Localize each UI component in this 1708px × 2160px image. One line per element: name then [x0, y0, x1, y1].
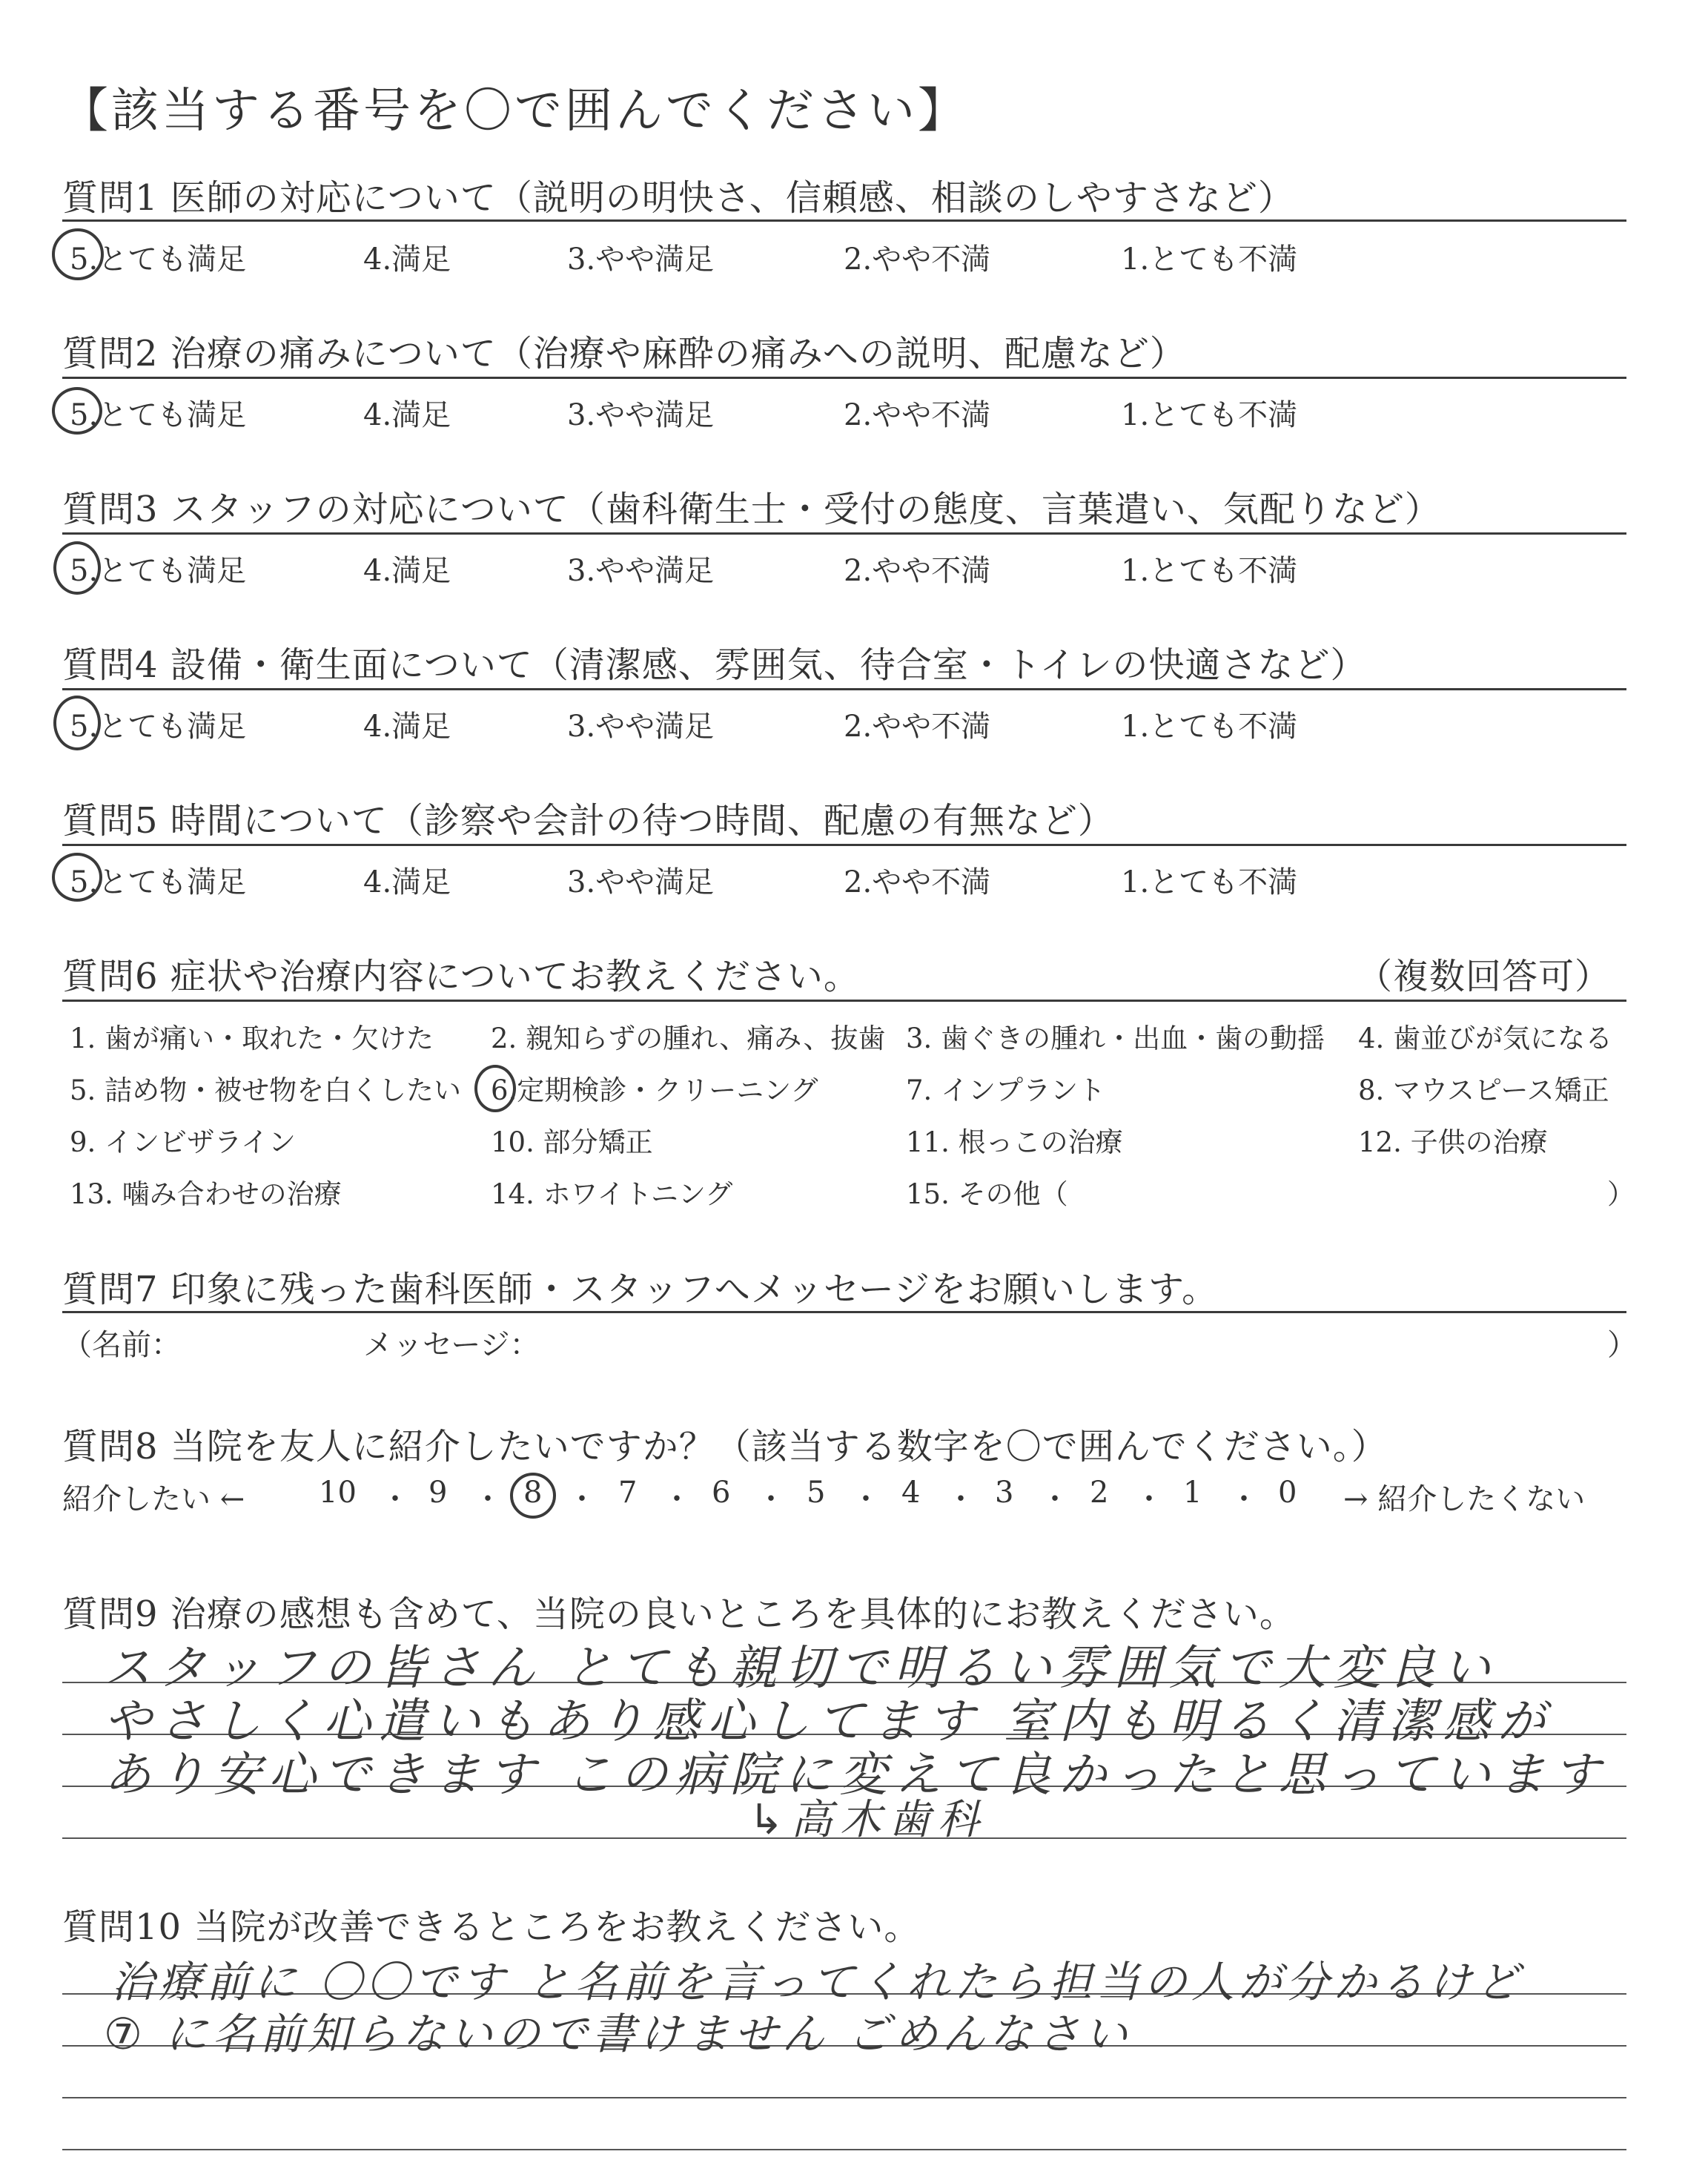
q2-selection-circle	[52, 387, 102, 435]
question-8-label: 質問8 当院を友人に紹介したいですか？（該当する数字を〇で囲んでください。）	[62, 1426, 1388, 1467]
q8-right-label: → 紹介したくない	[1343, 1482, 1586, 1516]
q8-score-4[interactable]: 4	[901, 1476, 921, 1510]
q8-dot: ・	[1134, 1482, 1164, 1516]
q3-option-4[interactable]: 4.満足	[363, 554, 451, 588]
q3-option-1[interactable]: 1.とても不満	[1121, 554, 1298, 588]
question-1-label: 質問1 医師の対応について（説明の明快さ、信頼感、相談のしやすさなど）	[62, 177, 1294, 219]
q2-option-3[interactable]: 3.やや満足	[567, 398, 715, 432]
q3-option-2[interactable]: 2.やや不満	[844, 554, 991, 588]
q7-name-label: （名前：	[62, 1328, 181, 1362]
q9-answer-line-1: スタッフの皆さん とても親切で明るい雰囲気で大変良い	[104, 1641, 1498, 1696]
q4-option-1[interactable]: 1.とても不満	[1121, 710, 1298, 744]
q7-close-paren: ）	[1607, 1328, 1637, 1362]
q6-option-5[interactable]: 5. 詰め物・被せ物を白くしたい	[70, 1074, 462, 1106]
question-4-label: 質問4 設備・衛生面について（清潔感、雰囲気、待合室・トイレの快適さなど）	[62, 644, 1367, 686]
q9-answer-line-2: やさしく心遣いもあり感心してます 室内も明るく清潔感が	[104, 1694, 1553, 1749]
q8-score-5[interactable]: 5	[807, 1476, 826, 1510]
q4-option-5[interactable]: 5.とても満足	[70, 710, 247, 744]
q2-option-1[interactable]: 1.とても不満	[1121, 398, 1298, 432]
q6-option-15[interactable]: 15. その他（	[906, 1178, 1068, 1210]
question-6-label: 質問6 症状や治療内容についてお教えください。	[62, 956, 860, 997]
q8-dot: ・	[851, 1482, 881, 1516]
q1-option-1[interactable]: 1.とても不満	[1121, 242, 1298, 277]
q6-option-2[interactable]: 2. 親知らずの腫れ、痛み、抜歯	[491, 1023, 886, 1054]
q8-left-label: 紹介したい ←	[62, 1482, 245, 1516]
q8-score-2[interactable]: 2	[1090, 1476, 1109, 1510]
q8-dot: ・	[756, 1482, 786, 1516]
q10-answer-line-1: 治療前に 〇〇です と名前を言ってくれたら担当の人が分かるけど	[111, 1957, 1523, 2007]
question-4-rule	[62, 688, 1626, 690]
q8-score-6[interactable]: 6	[712, 1476, 731, 1510]
q1-option-5[interactable]: 5.とても満足	[70, 242, 247, 277]
q6-option-7[interactable]: 7. インプラント	[906, 1074, 1106, 1106]
q8-dot: ・	[946, 1482, 976, 1516]
q3-selection-circle	[53, 541, 101, 595]
q6-option-12[interactable]: 12. 子供の治療	[1358, 1126, 1548, 1158]
q5-option-5[interactable]: 5.とても満足	[70, 865, 247, 899]
q1-option-2[interactable]: 2.やや不満	[844, 242, 991, 277]
q8-dot: ・	[1229, 1482, 1259, 1516]
q7-message-field[interactable]	[541, 1321, 1594, 1358]
question-5-label: 質問5 時間について（診察や会計の待つ時間、配慮の有無など）	[62, 800, 1114, 842]
question-5-rule	[62, 844, 1626, 846]
question-2-rule	[62, 377, 1626, 379]
q5-option-2[interactable]: 2.やや不満	[844, 865, 991, 899]
q4-option-3[interactable]: 3.やや満足	[567, 710, 715, 744]
q2-option-4[interactable]: 4.満足	[363, 398, 451, 432]
q8-score-8[interactable]: 8	[523, 1476, 543, 1510]
q2-option-2[interactable]: 2.やや不満	[844, 398, 991, 432]
q8-score-1[interactable]: 1	[1183, 1476, 1202, 1510]
question-2-label: 質問2 治療の痛みについて（治療や麻酔の痛みへの説明、配慮など）	[62, 333, 1186, 374]
q8-dot: ・	[662, 1482, 692, 1516]
question-9-label: 質問9 治療の感想も含めて、当院の良いところを具体的にお教えください。	[62, 1593, 1296, 1635]
q1-option-3[interactable]: 3.やや満足	[567, 242, 715, 277]
q7-name-field[interactable]	[178, 1321, 348, 1358]
q6-selection-circle	[474, 1065, 516, 1112]
question-6-rule	[62, 1000, 1626, 1002]
q4-option-2[interactable]: 2.やや不満	[844, 710, 991, 744]
q10-answer-line-2: ⑦ に名前知らないので書けません ごめんなさい	[104, 2009, 1132, 2059]
question-10-label: 質問10 当院が改善できるところをお教えください。	[62, 1906, 921, 1948]
q5-option-3[interactable]: 3.やや満足	[567, 865, 715, 899]
q5-option-1[interactable]: 1.とても不満	[1121, 865, 1298, 899]
q5-selection-circle	[52, 853, 102, 902]
q3-option-5[interactable]: 5.とても満足	[70, 554, 247, 588]
q5-option-4[interactable]: 4.満足	[363, 865, 451, 899]
q8-dot: ・	[1040, 1482, 1070, 1516]
q1-option-4[interactable]: 4.満足	[363, 242, 451, 277]
q6-option-10[interactable]: 10. 部分矯正	[491, 1126, 653, 1158]
q8-score-3[interactable]: 3	[995, 1476, 1014, 1510]
q8-dot: ・	[380, 1482, 410, 1516]
q10-line-3	[62, 2097, 1626, 2098]
q8-score-10[interactable]: 10	[319, 1476, 357, 1510]
q6-option-8[interactable]: 8. マウスピース矯正	[1358, 1074, 1609, 1106]
q10-line-4	[62, 2149, 1626, 2150]
q8-score-9[interactable]: 9	[428, 1476, 448, 1510]
q6-option-1[interactable]: 1. 歯が痛い・取れた・欠けた	[70, 1023, 434, 1054]
q6-option-14[interactable]: 14. ホワイトニング	[491, 1178, 733, 1210]
page-title: 【該当する番号を〇で囲んでください】	[61, 84, 968, 139]
q9-answer-line-3: あり安心できます この病院に変えて良かったと思っています	[104, 1748, 1608, 1803]
q6-option-13[interactable]: 13. 噛み合わせの治療	[70, 1178, 342, 1210]
q6-option-15-close: ）	[1607, 1178, 1635, 1210]
q2-option-5[interactable]: 5.とても満足	[70, 398, 247, 432]
q8-dot: ・	[473, 1482, 503, 1516]
question-6-note: （複数回答可）	[1357, 956, 1612, 997]
q8-selection-circle	[510, 1473, 556, 1519]
q7-message-label: メッセージ：	[363, 1328, 540, 1362]
q8-score-7[interactable]: 7	[618, 1476, 638, 1510]
question-3-label: 質問3 スタッフの対応について（歯科衛生士・受付の態度、言葉遣い、気配りなど）	[62, 489, 1441, 530]
q9-answer-signature: ↳高木歯科	[749, 1796, 987, 1844]
q4-selection-circle	[53, 696, 101, 750]
question-3-rule	[62, 532, 1626, 535]
q8-dot: ・	[567, 1482, 597, 1516]
q6-option-4[interactable]: 4. 歯並びが気になる	[1358, 1023, 1613, 1054]
q1-selection-circle	[52, 228, 104, 280]
question-7-label: 質問7 印象に残った歯科医師・スタッフへメッセージをお願いします。	[62, 1269, 1219, 1310]
q8-score-0[interactable]: 0	[1278, 1476, 1297, 1510]
q6-option-6[interactable]: 6.定期検診・クリーニング	[491, 1074, 818, 1106]
q6-option-3[interactable]: 3. 歯ぐきの腫れ・出血・歯の動揺	[906, 1023, 1325, 1054]
question-1-rule	[62, 219, 1626, 222]
q4-option-4[interactable]: 4.満足	[363, 710, 451, 744]
question-7-rule	[62, 1311, 1626, 1313]
q6-option-9[interactable]: 9. インビザライン	[70, 1126, 296, 1158]
q6-option-11[interactable]: 11. 根っこの治療	[906, 1126, 1123, 1158]
q3-option-3[interactable]: 3.やや満足	[567, 554, 715, 588]
